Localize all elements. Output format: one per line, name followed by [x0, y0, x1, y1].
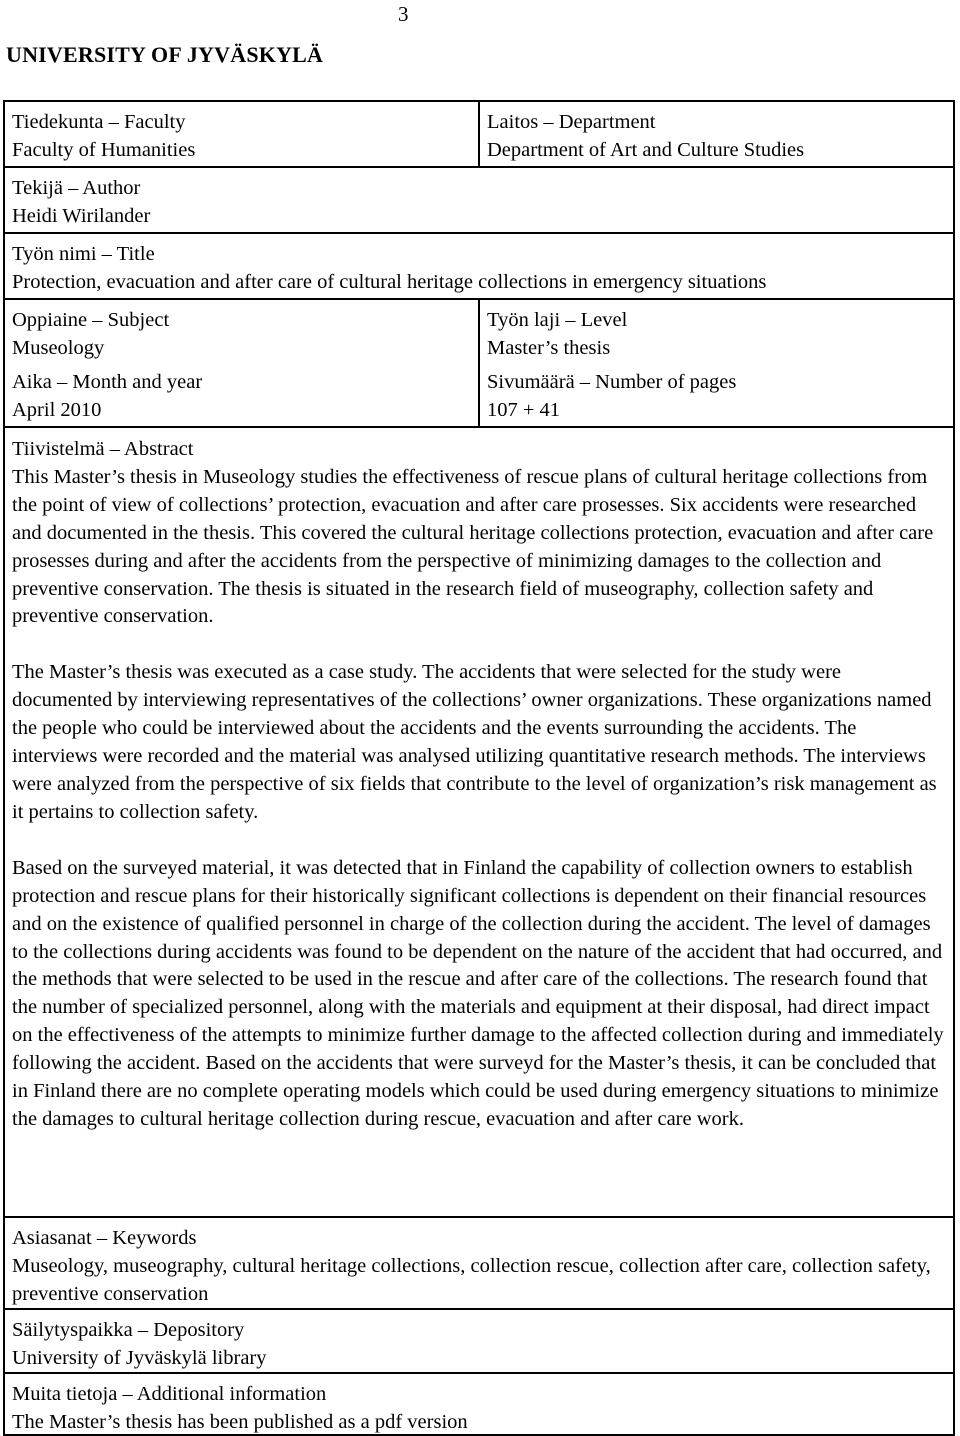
keywords-row [5, 1216, 953, 1308]
author-label: Tekijä – Author [12, 177, 141, 199]
month-year-label: Aika – Month and year [12, 371, 203, 393]
subject-level-row [5, 298, 953, 426]
additional-value: The Master’s thesis has been published as a pdf version [12, 1411, 468, 1433]
abstract-paragraph: The Master’s thesis was executed as a case study. The accidents that were selected for the study were documented by interviewing representatives of the collections’ owner organizations. These organizations named the people who could be interviewed about the accidents and the events surrounding the accidents. The interviews were recorded and the material was analysed utilizing quantitative research methods. The interviews were analyzed from the perspective of six fields that contribute to the level of organization’s risk management as it pertains to collection safety. [12, 661, 937, 823]
pages-label: Sivumäärä – Number of pages [487, 371, 737, 393]
subject-label: Oppiaine – Subject [12, 309, 170, 331]
level-pages-column [480, 300, 953, 426]
keywords-label: Asiasanat – Keywords [12, 1227, 197, 1249]
additional-row [5, 1372, 953, 1434]
abstract-cell [5, 428, 953, 1216]
subject-value: Museology [12, 337, 105, 359]
month-year-cell [5, 362, 478, 426]
faculty-label: Tiedekunta – Faculty [12, 111, 186, 133]
depository-value: University of Jyväskylä library [12, 1347, 267, 1369]
abstract-row [5, 426, 953, 1216]
depository-row [5, 1308, 953, 1372]
additional-cell [5, 1374, 953, 1434]
abstract-paragraph: Based on the surveyed material, it was detected that in Finland the capability of collection owners to establish protection and rescue plans for their historically significant collections is dependent on their financial resources and on the existence of qualified personnel in charge of the collection during the accident. The level of damages to the collections during accidents was found to be dependent on the nature of the accident that had occurred, and the methods that were selected to be used in the rescue and after care of the collections. The research found that the number of specialized personnel, along with the materials and equipment at their disposal, had direct impact on the effectiveness of the attempts to minimize further damage to the affected collection during and immediately following the accident. Based on the accidents that were surveyd for the Master’s thesis, it can be concluded that in Finland there are no complete operating models which could be used during emergency situations to minimize the damages to cultural heritage collection during rescue, evacuation and after care work. [12, 856, 944, 1130]
faculty-value: Faculty of Humanities [12, 139, 196, 161]
title-cell [5, 234, 953, 298]
university-heading: UNIVERSITY OF JYVÄSKYLÄ [6, 42, 324, 67]
level-cell [480, 300, 953, 362]
pages-value: 107 + 41 [487, 399, 561, 421]
subject-cell [5, 300, 478, 362]
title-value: Protection, evacuation and after care of cultural heritage collections in emergency situations [12, 271, 767, 293]
page-number: 3 [398, 2, 409, 26]
month-year-value: April 2010 [12, 399, 102, 421]
department-value: Department of Art and Culture Studies [487, 139, 805, 161]
level-value: Master’s thesis [487, 337, 611, 359]
abstract-label: Tiivistelmä – Abstract [12, 438, 194, 460]
faculty-department-row [5, 102, 953, 166]
depository-cell [5, 1310, 953, 1372]
department-label: Laitos – Department [487, 111, 656, 133]
subject-month-column [5, 300, 480, 426]
author-cell [5, 168, 953, 232]
keywords-value: Museology, museography, cultural heritage collections, collection rescue, collection after care, collection safety, preventive conservation [12, 1255, 931, 1305]
author-value: Heidi Wirilander [12, 205, 151, 227]
thesis-info-form [3, 100, 955, 1436]
title-row [5, 232, 953, 298]
abstract-paragraph: This Master’s thesis in Museology studies the effectiveness of rescue plans of cultural heritage collections from the point of view of collections’ protection, evacuation and after care prosesses. Six accidents were researched and documented in the thesis. This covered the cultural heritage collections protection, evacuation and after care prosesses during and after the accidents from the perspective of minimizing damages to the collection and preventive conservation. The thesis is situated in the research field of museography, collection safety and preventive conservation. [12, 465, 934, 628]
title-label: Työn nimi – Title [12, 243, 155, 265]
author-row [5, 166, 953, 232]
faculty-cell [5, 102, 480, 166]
keywords-cell [5, 1218, 953, 1308]
additional-label: Muita tietoja – Additional information [12, 1383, 327, 1405]
pages-cell [480, 362, 953, 426]
department-cell [480, 102, 953, 166]
depository-label: Säilytyspaikka – Depository [12, 1319, 245, 1341]
level-label: Työn laji – Level [487, 309, 628, 331]
